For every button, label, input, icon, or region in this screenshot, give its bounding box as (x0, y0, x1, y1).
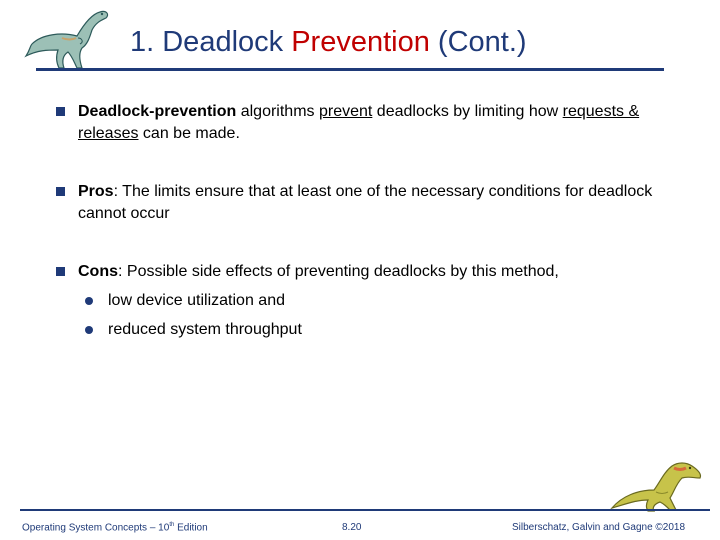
square-bullet-icon (56, 267, 65, 276)
title-highlight: Prevention (291, 26, 430, 58)
bullet-text-1 (78, 101, 668, 145)
footer-copyright: Silberschatz, Galvin and Gagne ©2018 (512, 522, 686, 533)
dinosaur-icon (608, 456, 706, 512)
footer-book-edition: Edition (174, 522, 208, 534)
square-bullet-icon (56, 107, 65, 116)
footer-book-title (22, 522, 208, 533)
bullet-term: Deadlock-prevention (78, 103, 237, 120)
page-number: 8.20 (342, 522, 362, 533)
underlined-text: prevent (318, 103, 373, 120)
bullet-text-segment: algorithms (236, 103, 319, 120)
footer-divider (20, 509, 710, 511)
subbullet-text-2: reduced system throughput (108, 321, 302, 338)
bullet-text-segment: : Possible side effects of preventing deadlocks by this method, (118, 263, 559, 280)
bullet-text-segment: can be made. (138, 125, 240, 142)
bullet-text-segment: : The limits ensure that at least one of the necessary conditions for deadlock cannot occur (78, 183, 653, 222)
footer-book-text: Operating System Concepts – 10 (22, 522, 170, 534)
bullet-term: Pros (78, 183, 114, 200)
title-part-3: (Cont.) (429, 26, 527, 58)
underlined-text: requests & releases (78, 103, 640, 142)
bullet-text-3 (78, 261, 668, 283)
subbullet-text-1: low device utilization and (108, 292, 285, 309)
round-bullet-icon (85, 297, 93, 305)
dinosaur-icon (22, 4, 122, 70)
bullet-text-2 (78, 181, 668, 225)
page-title (130, 26, 527, 59)
title-divider (36, 68, 664, 71)
bullet-text-segment: deadlocks by limiting how (372, 103, 563, 120)
bullet-term: Cons (78, 263, 118, 280)
footer-book-superscript: th (169, 522, 175, 528)
title-part-1: 1. Deadlock (130, 26, 292, 58)
round-bullet-icon (85, 326, 93, 334)
square-bullet-icon (56, 187, 65, 196)
